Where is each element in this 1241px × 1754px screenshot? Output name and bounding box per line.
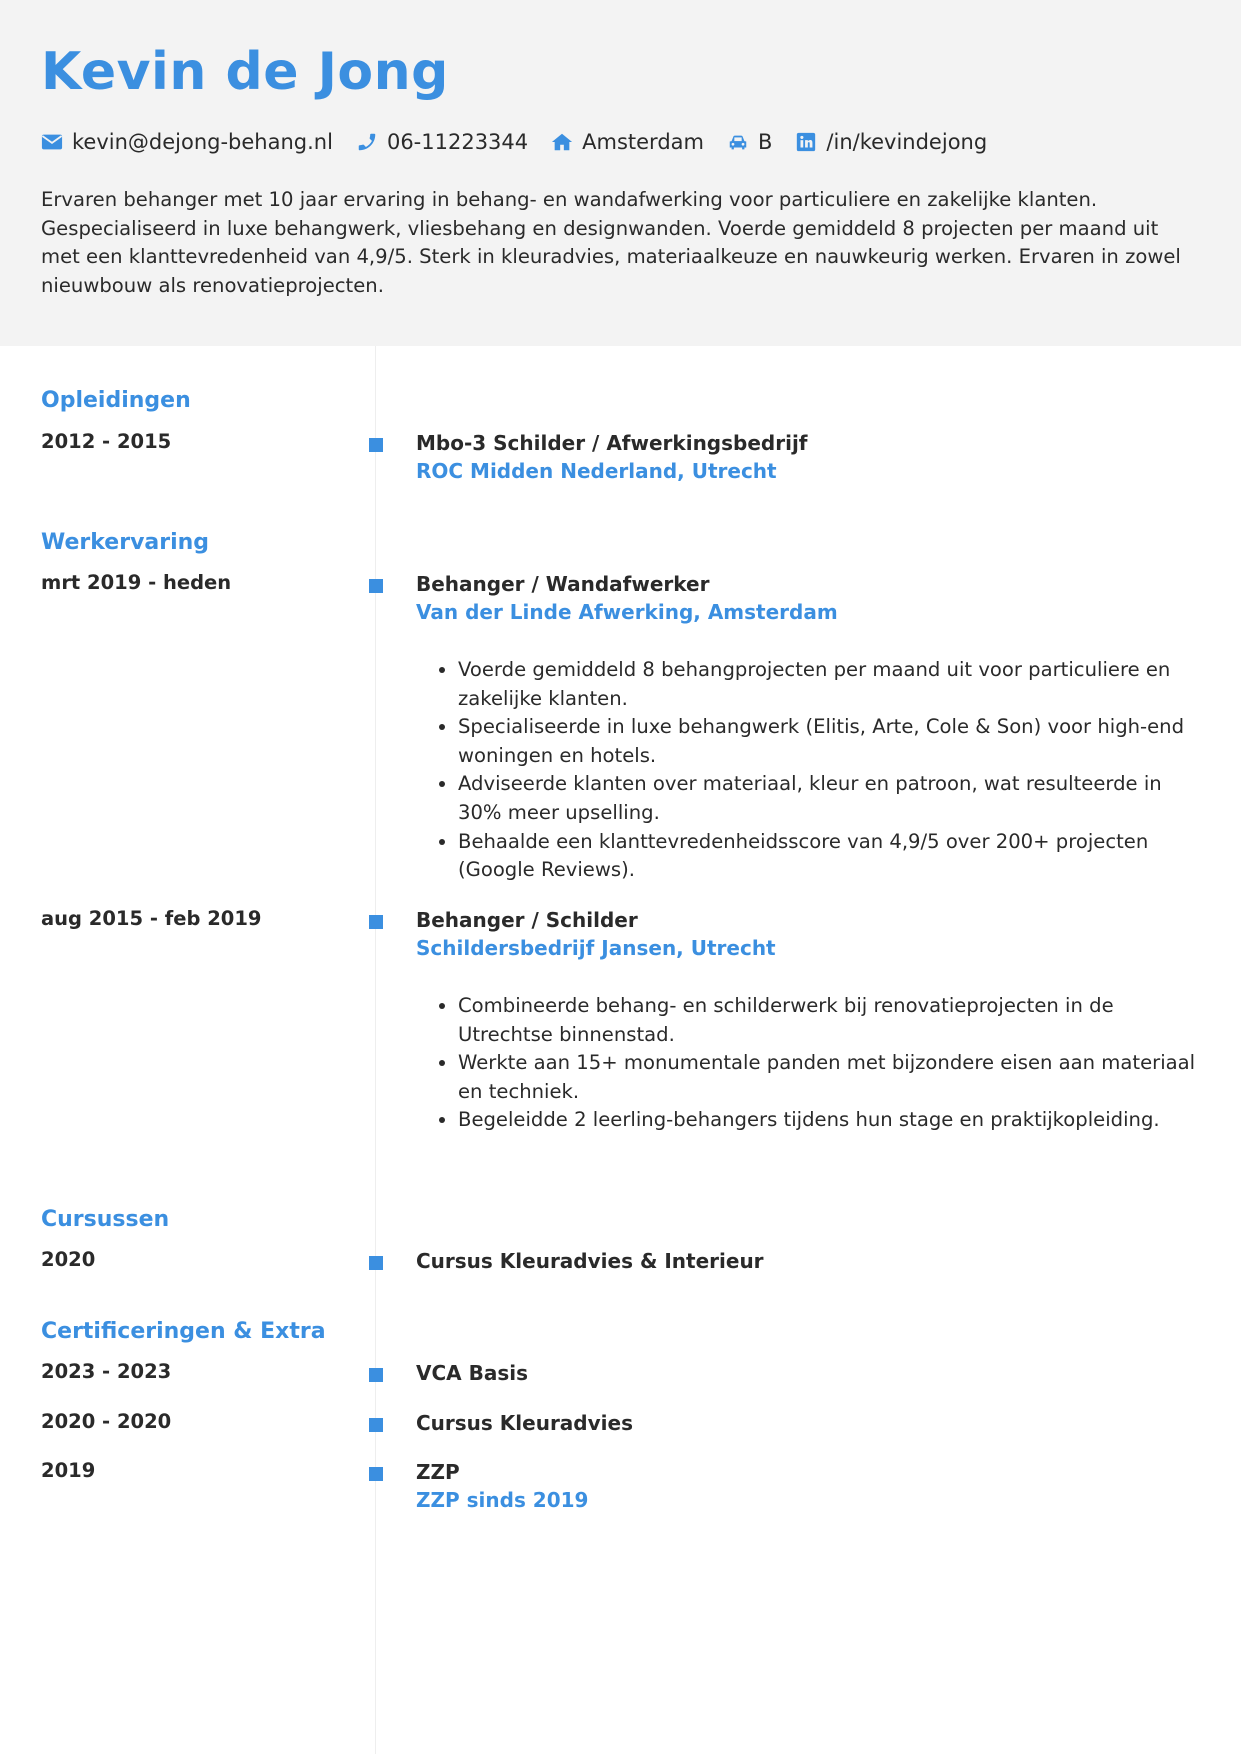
course-date: 2020	[41, 1248, 96, 1271]
education-entry	[416, 429, 1206, 485]
job-company: Van der Linde Afwerking, Amsterdam	[416, 600, 838, 624]
timeline-marker	[369, 1256, 383, 1270]
list-item: • Werkte aan 15+ monumentale panden met bijzondere eisen aan materiaal en techniek.	[458, 1049, 1206, 1106]
timeline-marker	[369, 1368, 383, 1382]
section-title-courses: Cursussen	[41, 1207, 170, 1232]
timeline-marker	[369, 1418, 383, 1432]
home-icon	[551, 131, 573, 153]
certification-date: 2023 - 2023	[41, 1360, 172, 1383]
contact-bar	[41, 126, 1010, 158]
timeline-marker	[369, 438, 383, 452]
job-bullets	[416, 992, 1206, 1135]
list-item: • Combineerde behang- en schilderwerk bij renovatieprojecten in de Utrechtse binnenstad.	[458, 992, 1206, 1049]
list-item: • Adviseerde klanten over materiaal, kleur en patroon, wat resulteerde in 30% meer upselling.	[458, 770, 1206, 827]
job-title: Behanger / Wandafwerker	[416, 572, 710, 596]
course-title: Cursus Kleuradvies & Interieur	[416, 1249, 764, 1273]
education-title: Mbo-3 Schilder / Afwerkingsbedrijf	[416, 431, 808, 455]
certification-entry	[416, 1458, 1206, 1514]
certification-title: ZZP	[416, 1460, 460, 1484]
certification-date: 2020 - 2020	[41, 1410, 172, 1433]
section-title-certifications: Certificeringen & Extra	[41, 1319, 326, 1344]
experience-entry	[416, 570, 1206, 885]
contact-linkedin[interactable]	[795, 130, 987, 154]
phone-icon	[356, 131, 378, 153]
list-item: • Voerde gemiddeld 8 behangprojecten per maand uit voor particuliere en zakelijke klanten.	[458, 656, 1206, 713]
certification-title: Cursus Kleuradvies	[416, 1411, 633, 1435]
contact-license	[727, 130, 772, 154]
course-entry	[416, 1247, 1206, 1275]
email-text: kevin@dejong-behang.nl	[72, 130, 333, 154]
contact-phone[interactable]	[356, 130, 528, 154]
envelope-icon	[41, 131, 63, 153]
experience-entry	[416, 906, 1206, 1135]
certification-subtitle: ZZP sinds 2019	[416, 1488, 589, 1512]
list-item: • Begeleidde 2 leerling-behangers tijdens hun stage en praktijkopleiding.	[458, 1106, 1206, 1135]
header	[0, 0, 1241, 346]
phone-text: 06-11223344	[386, 130, 529, 154]
experience-date: aug 2015 - feb 2019	[41, 907, 262, 930]
timeline-marker	[369, 915, 383, 929]
timeline-marker	[369, 1467, 383, 1481]
list-item: • Behaalde een klanttevredenheidsscore van 4,9/5 over 200+ projecten (Google Reviews).	[458, 828, 1206, 885]
certification-entry	[416, 1359, 1206, 1387]
contact-email[interactable]	[41, 130, 333, 154]
candidate-name: Kevin de Jong	[41, 42, 449, 102]
education-institution: ROC Midden Nederland, Utrecht	[416, 459, 777, 483]
timeline-divider	[375, 346, 376, 1754]
section-title-experience: Werkervaring	[41, 530, 210, 555]
certification-date: 2019	[41, 1459, 96, 1482]
certification-title: VCA Basis	[416, 1361, 529, 1385]
education-date: 2012 - 2015	[41, 430, 172, 453]
car-icon	[727, 131, 749, 153]
experience-date: mrt 2019 - heden	[41, 571, 232, 594]
linkedin-text: /in/kevindejong	[826, 130, 988, 154]
license-text: B	[757, 130, 773, 154]
job-bullets	[416, 656, 1206, 885]
linkedin-icon	[795, 131, 817, 153]
section-title-education: Opleidingen	[41, 388, 191, 413]
contact-location	[551, 130, 704, 154]
timeline-marker	[369, 579, 383, 593]
certification-entry	[416, 1409, 1206, 1437]
job-title: Behanger / Schilder	[416, 908, 638, 932]
location-text: Amsterdam	[582, 130, 704, 154]
profile-summary: Ervaren behanger met 10 jaar ervaring in behang- en wandafwerking voor particuliere en zakelijke klanten. Gespecialiseerd in luxe behangwerk, vliesbehang en designwanden. Voerde gemiddeld 8 projecten per maand uit met een klanttevredenheid van 4,9/5. Sterk in kleuradvies, materiaalkeuze en nauwkeurig werken. Ervaren in zowel nieuwbouw als renovatieprojecten.	[41, 188, 1181, 297]
list-item: • Specialiseerde in luxe behangwerk (Elitis, Arte, Cole & Son) voor high-end woningen en hotels.	[458, 713, 1206, 770]
job-company: Schildersbedrijf Jansen, Utrecht	[416, 936, 776, 960]
